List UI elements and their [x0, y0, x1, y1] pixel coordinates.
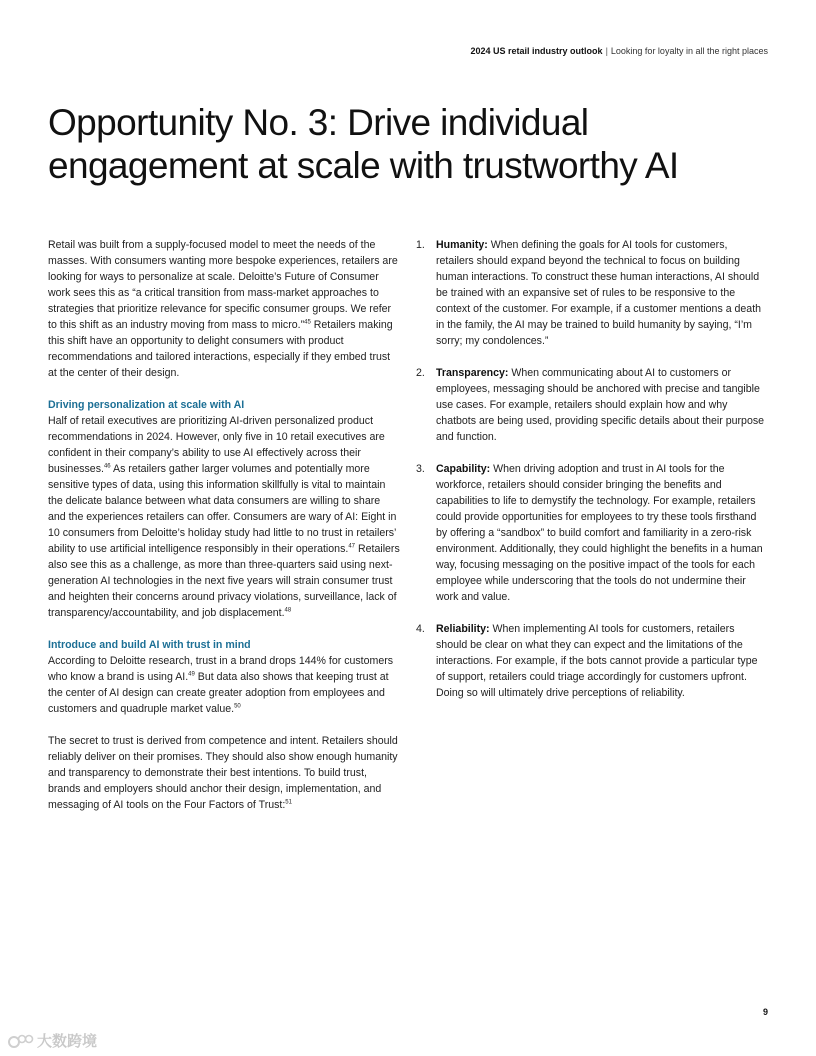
factor-term: Capability: [436, 463, 491, 475]
header-separator: | [605, 46, 608, 56]
footnote-ref: 49 [188, 671, 195, 678]
footnote-ref: 50 [234, 703, 241, 710]
factor-term: Reliability: [436, 623, 490, 635]
section-heading-personalization: Driving personalization at scale with AI [48, 399, 245, 411]
running-header [471, 46, 768, 56]
factor-term: Transparency: [436, 367, 509, 379]
list-number: 3. [416, 463, 425, 475]
list-item-reliability [416, 621, 766, 701]
page-title-line-2: engagement at scale with trustworthy AI [48, 145, 679, 186]
four-factors-list [416, 237, 766, 717]
watermark-logo-icon [8, 1033, 34, 1049]
watermark [8, 1030, 97, 1051]
page-title-line-1: Opportunity No. 3: Drive individual [48, 102, 589, 143]
report-title: 2024 US retail industry outlook [470, 46, 603, 56]
page-title [48, 101, 768, 187]
footnote-ref: 47 [348, 543, 356, 550]
footnote-ref: 48 [284, 607, 292, 614]
list-item-transparency [416, 365, 766, 445]
personalization-paragraph: Half of retail executives are prioritizing AI-driven personalized product recommendations in 2024. However, only five in 10 retail executives are confident in their company’s ability to use AI effectively across their businesses.$^{46}$ As retailers gather larger volumes and potentially more sensitive types of data, using this information skillfully is vital to maintain the delicate balance between what data consumers are willing to share and the experiences retailers can offer. Consumers are wary of AI: Eight in 10 consumers from Deloitte’s holiday study had little to no trust in retailers’ ability to use artificial intelligence responsibly in their operations.$^{47}$ Retailers also see this as a challenge, as more than three-quarters said using next-generation AI technologies in the next five years will strain consumer trust and heighten their concerns around privacy violations, surveillance, lack of transparency/accountability, and job displacement.$^{48}$ [48, 415, 400, 619]
list-number: 1. [416, 239, 425, 251]
list-item-text: Reliability: When implementing AI tools for customers, retailers should be clear on what they can expect and the limitations of the interactions. For example, if the bots cannot provide a particular type of support, retailers could triage accordingly for customers upfront. Doing so will ultimately drive perceptions of reliability. [436, 623, 758, 699]
intro-paragraph: Retail was built from a supply-focused model to meet the needs of the masses. With consumers wanting more bespoke experiences, retailers are looking for ways to personalize at scale. Deloitte’s Future of Consumer work sees this as “a critical transition from mass-market approaches to strategies that prioritize relevance for specific consumer groups. We refer to this shift as an industry moving from mass to micro.”$^{45}$ Retailers making this shift have an opportunity to delight consumers with product recommendations and tailored interactions, especially if they embed trust at the center of their design. [48, 239, 398, 379]
list-number: 4. [416, 623, 425, 635]
section-title: Looking for loyalty in all the right places [610, 46, 768, 56]
factor-term: Humanity: [436, 239, 488, 251]
closing-paragraph: The secret to trust is derived from competence and intent. Retailers should reliably deliver on their promises. They should also show enough humanity and transparency to demonstrate their best intentions. To build trust, brands and employers should anchor their design, implementation, and messaging of AI tools on the Four Factors of Trust:$^{51}$ [48, 735, 398, 811]
section-heading-trust: Introduce and build AI with trust in mind [48, 639, 251, 651]
footnote-ref: 46 [103, 463, 111, 470]
page-number: 9 [762, 1007, 768, 1017]
watermark-text: 大数跨境 [37, 1033, 98, 1050]
footnote-ref: 45 [304, 319, 311, 326]
left-column [48, 237, 400, 813]
list-number: 2. [416, 367, 425, 379]
list-item-text: Capability: When driving adoption and trust in AI tools for the workforce, retailers should consider bringing the benefits and capabilities to life to demystify the technology. For example, retailers could provide opportunities for employees to try these tools firsthand by offering a “sandbox” to build comfort and familiarity in a zero-risk environment. Additionally, they could highlight the benefits in a human way, focusing messaging on the positive impact of the tools for each employee while underscoring that the tools do not undermine their work and value. [436, 463, 763, 603]
list-item-text: Humanity: When defining the goals for AI tools for customers, retailers should expand beyond the technical to focus on building human interactions. To construct these human interactions, AI should be trained with an expansive set of rules to be responsive to the context of the customer. For example, if a customer mentions a death in the family, the AI may be trained to build humanity by saying, “I’m sorry; my condolences.” [436, 239, 762, 347]
footnote-ref: 51 [285, 799, 292, 806]
trust-paragraph: According to Deloitte research, trust in a brand drops 144% for customers who know a brand is using AI.$^{49}$ But data also shows that keeping trust at the center of AI design can create greater adoption from employees and customers and quadruple market value.$^{50}$ [48, 655, 394, 715]
list-item-text: Transparency: When communicating about AI to customers or employees, messaging should be anchored with precise and tangible use cases. For example, retailers should explain how and why chatbots are being used, providing specific details about their purpose and function. [436, 367, 765, 443]
list-item-humanity [416, 237, 766, 349]
list-item-capability [416, 461, 766, 605]
